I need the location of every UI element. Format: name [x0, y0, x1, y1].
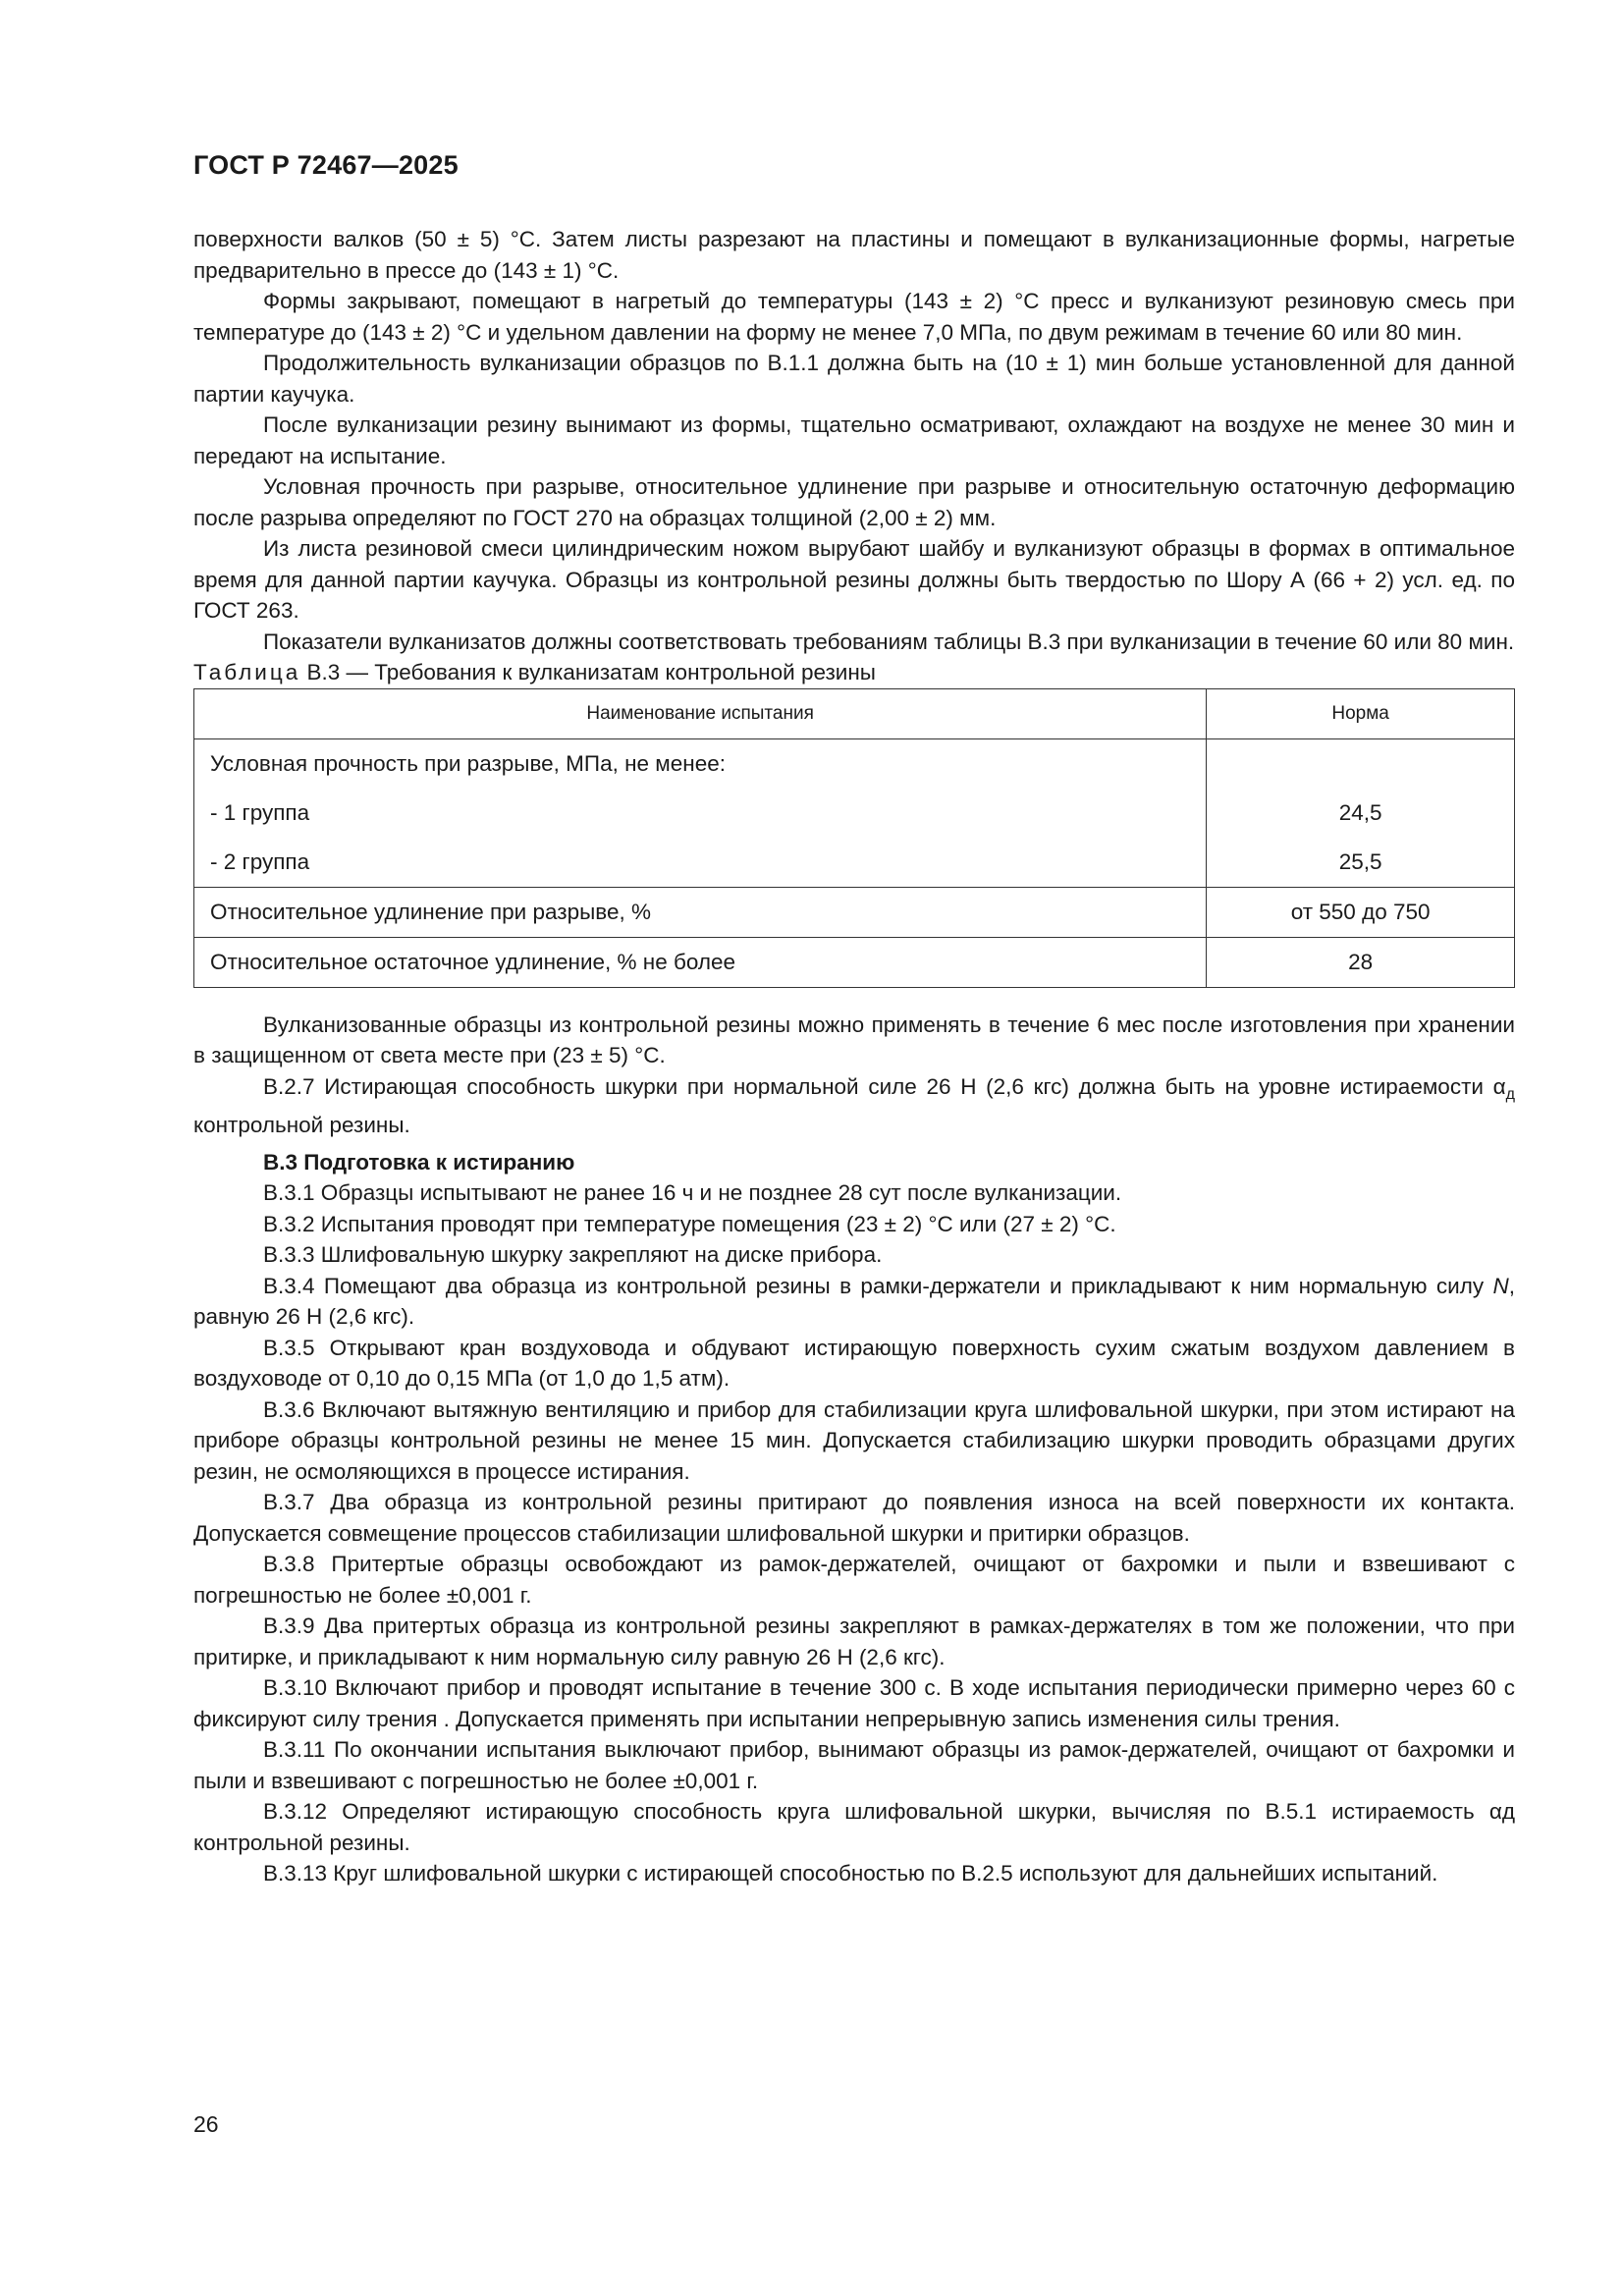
document-code: ГОСТ Р 72467—2025	[193, 150, 459, 180]
requirements-table	[193, 688, 1515, 988]
b34-text: В.3.4 Помещают два образца из контрольной резины в рамки-держатели и прикладывают к ним нормальную силу	[263, 1273, 1493, 1298]
paragraph: В.3.7 Два образца из контрольной резины притирают до появления износа на всей поверхности их контакта. Допускается совмещение процессов стабилизации шлифовальной шкурки и притирки образцов.	[193, 1490, 1515, 1546]
row-name: - 1 группа	[194, 789, 1207, 838]
row-value: 24,5	[1207, 789, 1515, 838]
paragraph: Условная прочность при разрыве, относительное удлинение при разрыве и относительную остаточную деформацию после разрыва определяют по ГОСТ 270 на образцах толщиной (2,00 ± 2) мм.	[193, 474, 1515, 530]
header-norm: Норма	[1207, 688, 1515, 738]
row-value: 28	[1207, 937, 1515, 987]
row-name: Относительное остаточное удлинение, % не более	[194, 937, 1207, 987]
paragraph: В.3.10 Включают прибор и проводят испытание в течение 300 с. В ходе испытания периодически примерно через 60 с фиксируют силу трения . Допускается применять при испытании непрерывную запись изменения силы трения.	[193, 1675, 1515, 1731]
paragraph: Продолжительность вулканизации образцов по В.1.1 должна быть на (10 ± 1) мин больше установленной для данной партии каучука.	[193, 351, 1515, 407]
b27-subscript: д	[1505, 1085, 1515, 1103]
paragraph: В.3.6 Включают вытяжную вентиляцию и прибор для стабилизации круга шлифовальной шкурки, при этом истирают на приборе образцы контрольной резины не менее 15 мин. Допускается стабилизацию шкурки проводить образцами других резин, не осмоляющихся в процессе истирания.	[193, 1396, 1515, 1484]
table-caption-word: Таблица	[193, 660, 301, 684]
force-variable: N	[1492, 1273, 1509, 1298]
paragraph: В.3.2 Испытания проводят при температуре помещения (23 ± 2) °С или (27 ± 2) °С.	[263, 1211, 1116, 1236]
paragraph-b27	[193, 1071, 1515, 1141]
paragraph: Показатели вулканизатов должны соответствовать требованиям таблицы В.3 при вулканизации в течение 60 или 80 мин.	[263, 629, 1515, 654]
paragraph: В.3.5 Открывают кран воздуховода и обдувают истирающую поверхность сухим сжатым воздухом давлением в воздуховоде от 0,10 до 0,15 МПа (от 1,0 до 1,5 атм).	[193, 1335, 1515, 1391]
paragraph-b34	[193, 1271, 1515, 1333]
paragraph: Из листа резиновой смеси цилиндрическим ножом вырубают шайбу и вулканизуют образцы в формах в оптимальное время для данной партии каучука. Образцы из контрольной резины должны быть твердостью по Шору А (66 + 2) усл. ед. по ГОСТ 263.	[193, 536, 1515, 623]
row-value: 25,5	[1207, 838, 1515, 888]
table-caption	[193, 657, 1515, 688]
row-value: от 550 до 750	[1207, 887, 1515, 937]
b27-text: В.2.7 Истирающая способность шкурки при нормальной силе 26 Н (2,6 кгс) должна быть на уровне истираемости α	[263, 1073, 1506, 1099]
paragraph: В.3.1 Образцы испытывают не ранее 16 ч и не позднее 28 сут после вулканизации.	[263, 1180, 1122, 1205]
paragraph: В.3.9 Два притертых образца из контрольной резины закрепляют в рамках-держателях в том же положении, что при притирке, и прикладывают к ним нормальную силу равную 26 Н (2,6 кгс).	[193, 1613, 1515, 1669]
table-caption-title: В.3 — Требования к вулканизатам контрольной резины	[300, 660, 876, 684]
document-body	[193, 224, 1515, 1889]
row-name: Относительное удлинение при разрыве, %	[194, 887, 1207, 937]
paragraph: В.3.11 По окончании испытания выключают прибор, вынимают образцы из рамок-держателей, очищают от бахромки и пыли и взвешивают с погрешностью не более ±0,001 г.	[193, 1737, 1515, 1793]
section-heading: В.3 Подготовка к истиранию	[263, 1149, 575, 1175]
paragraph: Вулканизованные образцы из контрольной резины можно применять в течение 6 мес после изготовления при хранении в защищенном от света месте при (23 ± 5) °С.	[193, 1011, 1515, 1067]
row-value	[1207, 738, 1515, 789]
paragraph: Формы закрывают, помещают в нагретый до температуры (143 ± 2) °С пресс и вулканизуют резиновую смесь при температуре до (143 ± 2) °С и удельном давлении на форму не менее 7,0 МПа, по двум режимам в течение 60 или 80 мин.	[193, 289, 1515, 345]
paragraph: После вулканизации резину вынимают из формы, тщательно осматривают, охлаждают на воздухе не менее 30 мин и передают на испытание.	[193, 412, 1515, 468]
row-name: - 2 группа	[194, 838, 1207, 888]
b27-text-end: контрольной резины.	[193, 1113, 410, 1137]
paragraph: поверхности валков (50 ± 5) °С. Затем листы разрезают на пластины и помещают в вулканизационные формы, нагретые предварительно в прессе до (143 ± 1) °С.	[193, 227, 1515, 283]
paragraph: В.3.8 Притертые образцы освобождают из рамок-держателей, очищают от бахромки и пыли и взвешивают с погрешностью не более ±0,001 г.	[193, 1552, 1515, 1608]
paragraph: В.3.12 Определяют истирающую способность круга шлифовальной шкурки, вычисляя по В.5.1 истираемость αд контрольной резины.	[193, 1799, 1515, 1855]
header-test-name: Наименование испытания	[194, 688, 1207, 738]
paragraph: В.3.3 Шлифовальную шкурку закрепляют на диске прибора.	[263, 1242, 883, 1267]
b34-text-end: , равную 26 Н (2,6 кгс).	[193, 1273, 1515, 1329]
page-number: 26	[193, 2111, 219, 2137]
row-name: Условная прочность при разрыве, МПа, не менее:	[194, 738, 1207, 789]
paragraph: В.3.13 Круг шлифовальной шкурки с истирающей способностью по В.2.5 используют для дальнейших испытаний.	[263, 1861, 1438, 1886]
